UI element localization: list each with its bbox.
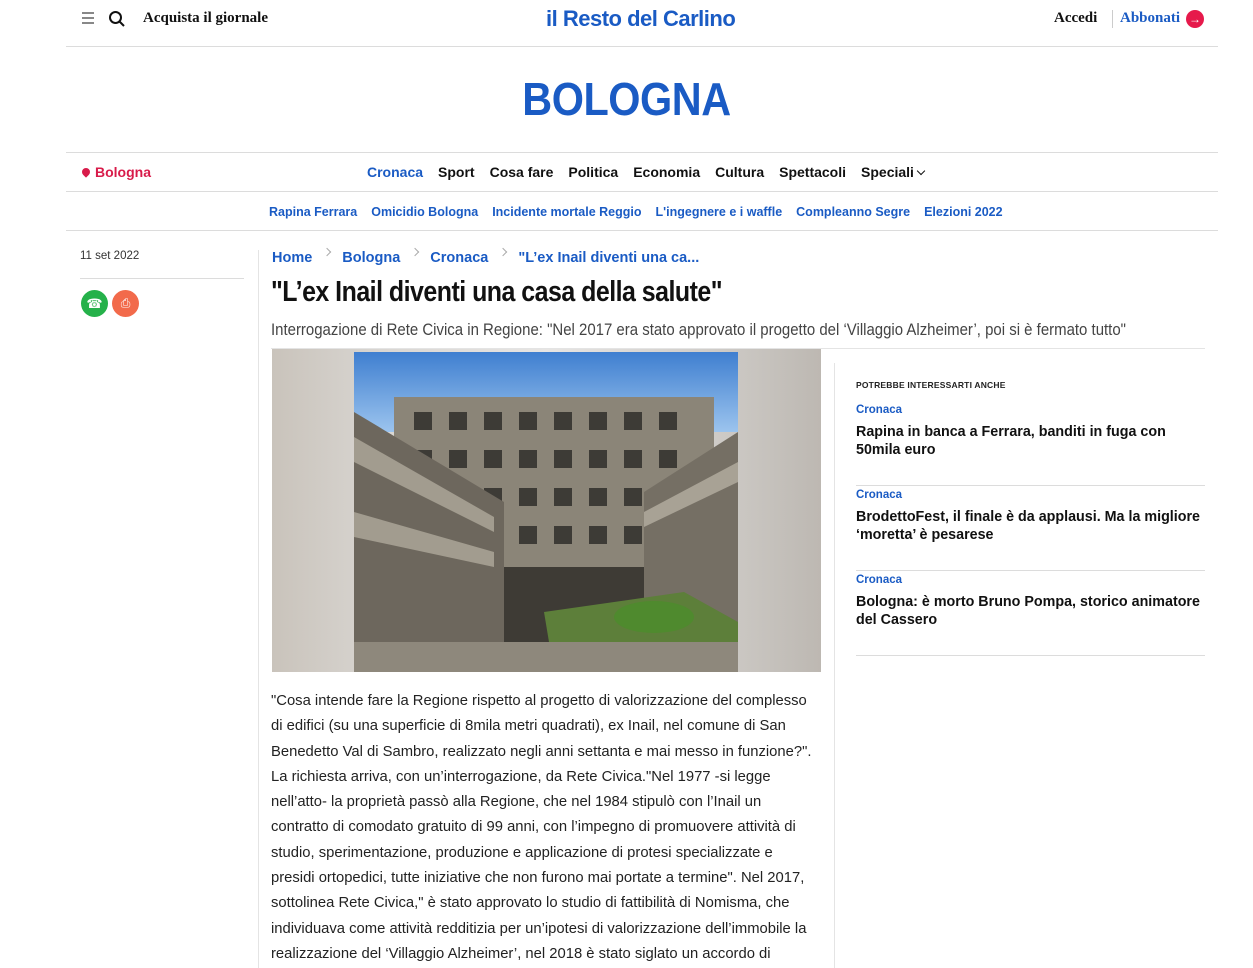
nav-item-cultura[interactable]: Cultura <box>715 164 765 180</box>
building-photo <box>354 352 738 672</box>
chevron-right-icon <box>323 248 331 256</box>
header-divider <box>1112 10 1113 28</box>
subscribe-link[interactable]: Abbonati <box>1120 10 1181 26</box>
article-subtitle: Interrogazione di Rete Civica in Regione: "Nel 2017 era stato approvato il progetto del ‘Villaggio Alzheimer’, poi si è fermato tutto" <box>271 320 1126 339</box>
hot-topic-link[interactable]: Compleanno Segre <box>796 205 911 219</box>
location-pin-icon <box>80 166 91 177</box>
hot-topic-link[interactable]: Elezioni 2022 <box>924 205 1003 219</box>
search-icon[interactable] <box>108 10 126 28</box>
chevron-down-icon <box>917 167 925 175</box>
hot-topics-bar <box>66 192 1218 231</box>
related-title[interactable]: Bologna: è morto Bruno Pompa, storico animatore del Cassero <box>856 594 1200 628</box>
nav-item-cosa-fare[interactable]: Cosa fare <box>489 164 554 180</box>
chevron-right-icon <box>499 248 507 256</box>
article-body <box>271 689 816 967</box>
nav-item-speciali-label: Speciali <box>861 164 914 180</box>
column-divider <box>258 250 259 968</box>
nav-item-politica[interactable]: Politica <box>568 164 619 180</box>
login-link[interactable]: Accedi <box>1054 10 1098 26</box>
site-logo[interactable]: il Resto del Carlino <box>546 6 736 31</box>
related-item[interactable] <box>856 401 1205 486</box>
sidebar-title: POTREBBE INTERESSARTI ANCHE <box>856 380 1006 390</box>
buy-paper-link[interactable]: Acquista il giornale <box>143 10 269 26</box>
article-date: 11 set 2022 <box>80 250 140 262</box>
breadcrumb-cronaca[interactable]: Cronaca <box>430 250 489 266</box>
breadcrumb-home[interactable]: Home <box>272 250 313 266</box>
hot-topic-link[interactable]: Rapina Ferrara <box>269 205 358 219</box>
article-paragraph: "Cosa intende fare la Regione rispetto al progetto di valorizzazione del complesso di edifici (su una superficie di 8mila metri quadrati), ex Inail, nel comune di San Benedetto Val di Sambro, realizzato negli anni settanta e mai messo in funzione?". La richiesta arriva, con un’interrogazione, da Rete Civica."Nel 1977 -si legge nell’atto- la proprietà passò alla Regione, che nel 1984 stipulò con l’Inail un contratto di comodato gratuito di 99 anni, con l’impegno di promuovere attività di studio, sperimentazione, produzione e applicazione di protesi specializzate e presidi ortopedici, tutte iniziative che non furono mai portate a termine". Nel 2017, sottolinea Rete Civica," è stato approvato lo studio di fattibilità di Nomisma, che individuava come attività redditizia per un’ipotesi di valorizzazione dell’immobile la realizzazione del ‘Villaggio Alzheimer’, nel 2018 è stato siglato un accordo di <box>271 693 812 962</box>
article-image <box>272 349 821 672</box>
related-list <box>856 401 1205 656</box>
hot-topic-link[interactable]: Omicidio Bologna <box>371 205 479 219</box>
hot-topic-link[interactable]: Incidente mortale Reggio <box>492 205 642 219</box>
nav-item-sport[interactable]: Sport <box>438 164 475 180</box>
whatsapp-icon[interactable]: ☎ <box>81 290 108 317</box>
nav-item-economia[interactable]: Economia <box>633 164 701 180</box>
nav-location-label: Bologna <box>95 164 151 180</box>
top-bar <box>66 0 1218 47</box>
related-item[interactable] <box>856 571 1205 656</box>
chevron-right-icon <box>411 248 419 256</box>
article-title: "L’ex Inail diventi una casa della salute" <box>271 276 723 308</box>
nav-location[interactable] <box>82 164 151 180</box>
related-item[interactable] <box>856 486 1205 571</box>
related-title[interactable]: BrodettoFest, il finale è da applausi. Ma la migliore ‘moretta’ è pesarese <box>856 509 1200 543</box>
main-nav <box>66 152 1218 192</box>
nav-item-speciali[interactable] <box>861 164 924 180</box>
breadcrumb-current[interactable]: "L’ex Inail diventi una ca... <box>518 250 700 266</box>
hot-topic-link[interactable]: L'ingegnere e i waffle <box>655 205 783 219</box>
nav-item-spettacoli[interactable]: Spettacoli <box>779 164 847 180</box>
related-title[interactable]: Rapina in banca a Ferrara, banditi in fuga con 50mila euro <box>856 424 1166 458</box>
breadcrumb <box>272 250 699 266</box>
nav-item-cronaca[interactable]: Cronaca <box>367 164 424 180</box>
arrow-right-icon[interactable]: → <box>1186 10 1204 28</box>
menu-icon[interactable] <box>82 12 94 24</box>
breadcrumb-bologna[interactable]: Bologna <box>342 250 401 266</box>
related-category[interactable]: Cronaca <box>856 574 903 586</box>
print-icon[interactable]: ⎙ <box>112 290 139 317</box>
related-category[interactable]: Cronaca <box>856 404 903 416</box>
sidebar-divider <box>834 363 835 968</box>
related-category[interactable]: Cronaca <box>856 489 903 501</box>
section-city-title[interactable]: BOLOGNA <box>522 73 731 125</box>
date-divider <box>80 278 244 279</box>
